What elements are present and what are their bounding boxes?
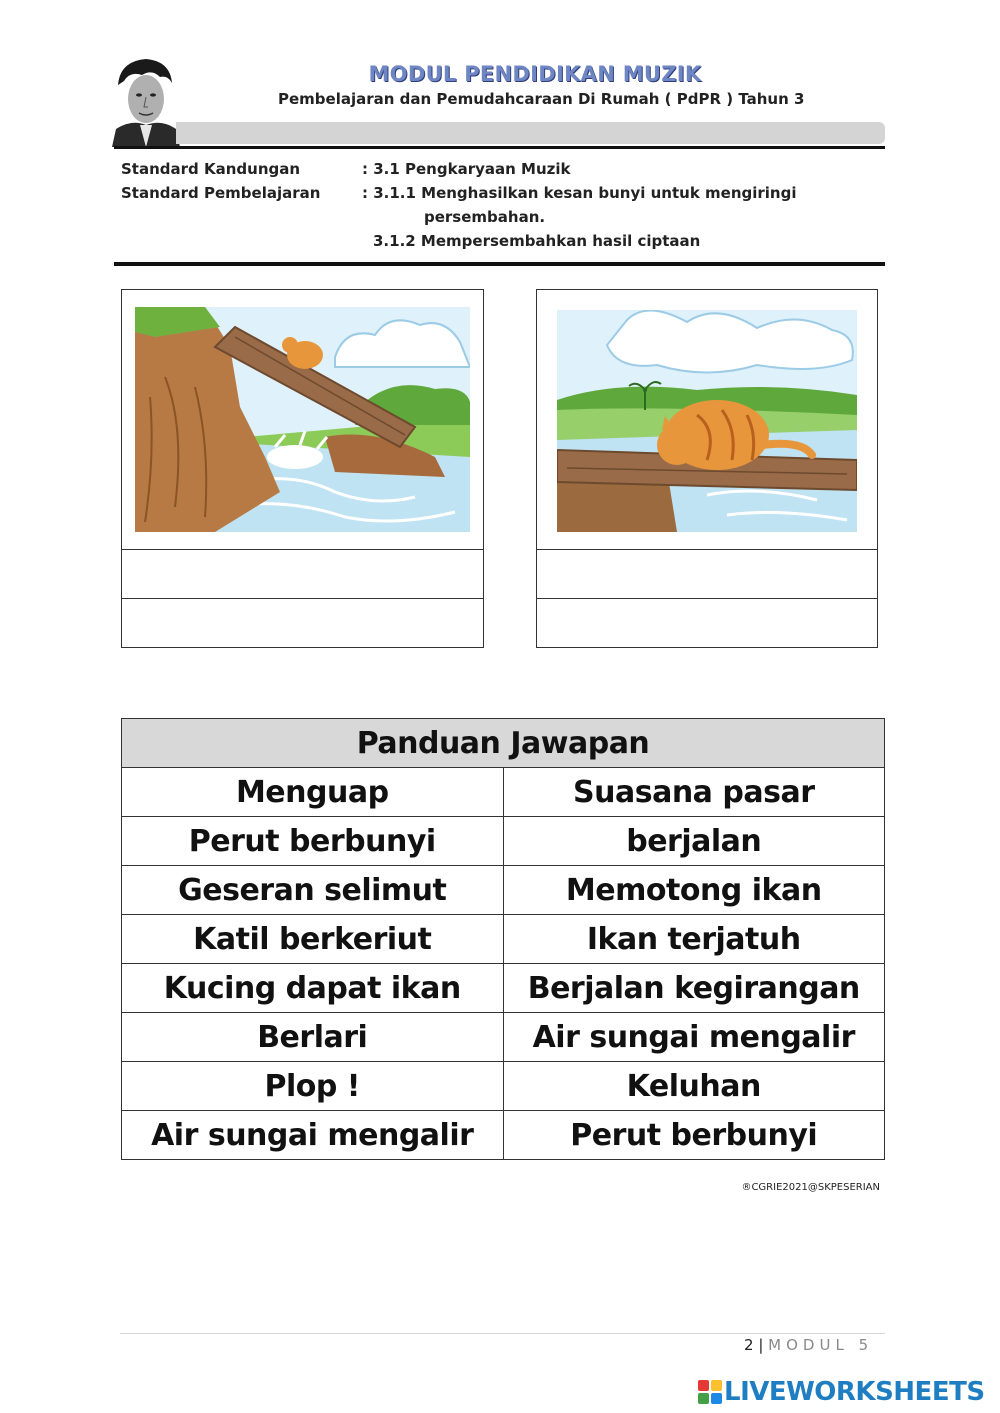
answer-guide-title: Panduan Jawapan — [122, 719, 885, 768]
table-cell: Perut berbunyi — [503, 1111, 885, 1160]
footer-separator: | — [758, 1336, 764, 1354]
standard-pembelajaran-label: Standard Pembelajaran — [121, 184, 321, 202]
standard-pembelajaran-line1: : 3.1.1 Menghasilkan kesan bunyi untuk mengiringi — [362, 184, 797, 202]
table-cell: Kucing dapat ikan — [122, 964, 504, 1013]
picture-panel-1 — [121, 289, 484, 648]
page-number: 2 — [744, 1336, 754, 1354]
cat-on-log-looking-illustration — [557, 310, 857, 536]
table-row — [122, 964, 885, 1013]
table-cell: Air sungai mengalir — [122, 1111, 504, 1160]
header-bar — [176, 122, 885, 144]
cat-on-log-falling-illustration — [135, 307, 470, 536]
standards-divider — [114, 262, 885, 266]
standard-pembelajaran-line2: persembahan. — [424, 208, 546, 226]
table-cell: berjalan — [503, 817, 885, 866]
table-cell: Plop ! — [122, 1062, 504, 1111]
table-cell: Geseran selimut — [122, 866, 504, 915]
liveworksheets-brand[interactable] — [698, 1376, 985, 1408]
liveworksheets-wordmark: LIVEWORKSHEETS — [724, 1377, 985, 1407]
table-row — [122, 915, 885, 964]
standard-kandungan-label: Standard Kandungan — [121, 160, 301, 178]
table-row — [122, 768, 885, 817]
module-label: MODUL 5 — [768, 1336, 874, 1354]
footer-divider — [120, 1333, 885, 1334]
table-cell: Berjalan kegirangan — [503, 964, 885, 1013]
answer-line-1a — [122, 549, 483, 550]
table-row — [122, 1111, 885, 1160]
table-row — [122, 1062, 885, 1111]
answer-line-2b — [537, 598, 877, 599]
standard-kandungan-value: : 3.1 Pengkaryaan Muzik — [362, 160, 571, 178]
answer-line-2a — [537, 549, 877, 550]
picture-panel-2 — [536, 289, 878, 648]
liveworksheets-logo-icon — [698, 1380, 722, 1404]
table-cell: Keluhan — [503, 1062, 885, 1111]
table-cell: Menguap — [122, 768, 504, 817]
table-row — [122, 1013, 885, 1062]
page-footer — [744, 1336, 873, 1354]
answer-guide-table — [121, 718, 885, 1160]
table-cell: Ikan terjatuh — [503, 915, 885, 964]
table-cell: Katil berkeriut — [122, 915, 504, 964]
standard-pembelajaran-line3: 3.1.2 Mempersembahkan hasil ciptaan — [373, 232, 701, 250]
table-cell: Perut berbunyi — [122, 817, 504, 866]
module-title: MODUL PENDIDIKAN MUZIK — [368, 62, 702, 86]
table-row — [122, 817, 885, 866]
table-cell: Memotong ikan — [503, 866, 885, 915]
table-row — [122, 866, 885, 915]
answer-line-1b — [122, 598, 483, 599]
table-cell: Berlari — [122, 1013, 504, 1062]
header-divider — [114, 146, 885, 149]
module-subtitle: Pembelajaran dan Pemudahcaraan Di Rumah ( PdPR ) Tahun 3 — [278, 90, 805, 108]
table-cell: Air sungai mengalir — [503, 1013, 885, 1062]
table-cell: Suasana pasar — [503, 768, 885, 817]
author-portrait — [112, 55, 180, 147]
copyright-text: ®CGRIE2021@SKPESERIAN — [741, 1182, 880, 1193]
